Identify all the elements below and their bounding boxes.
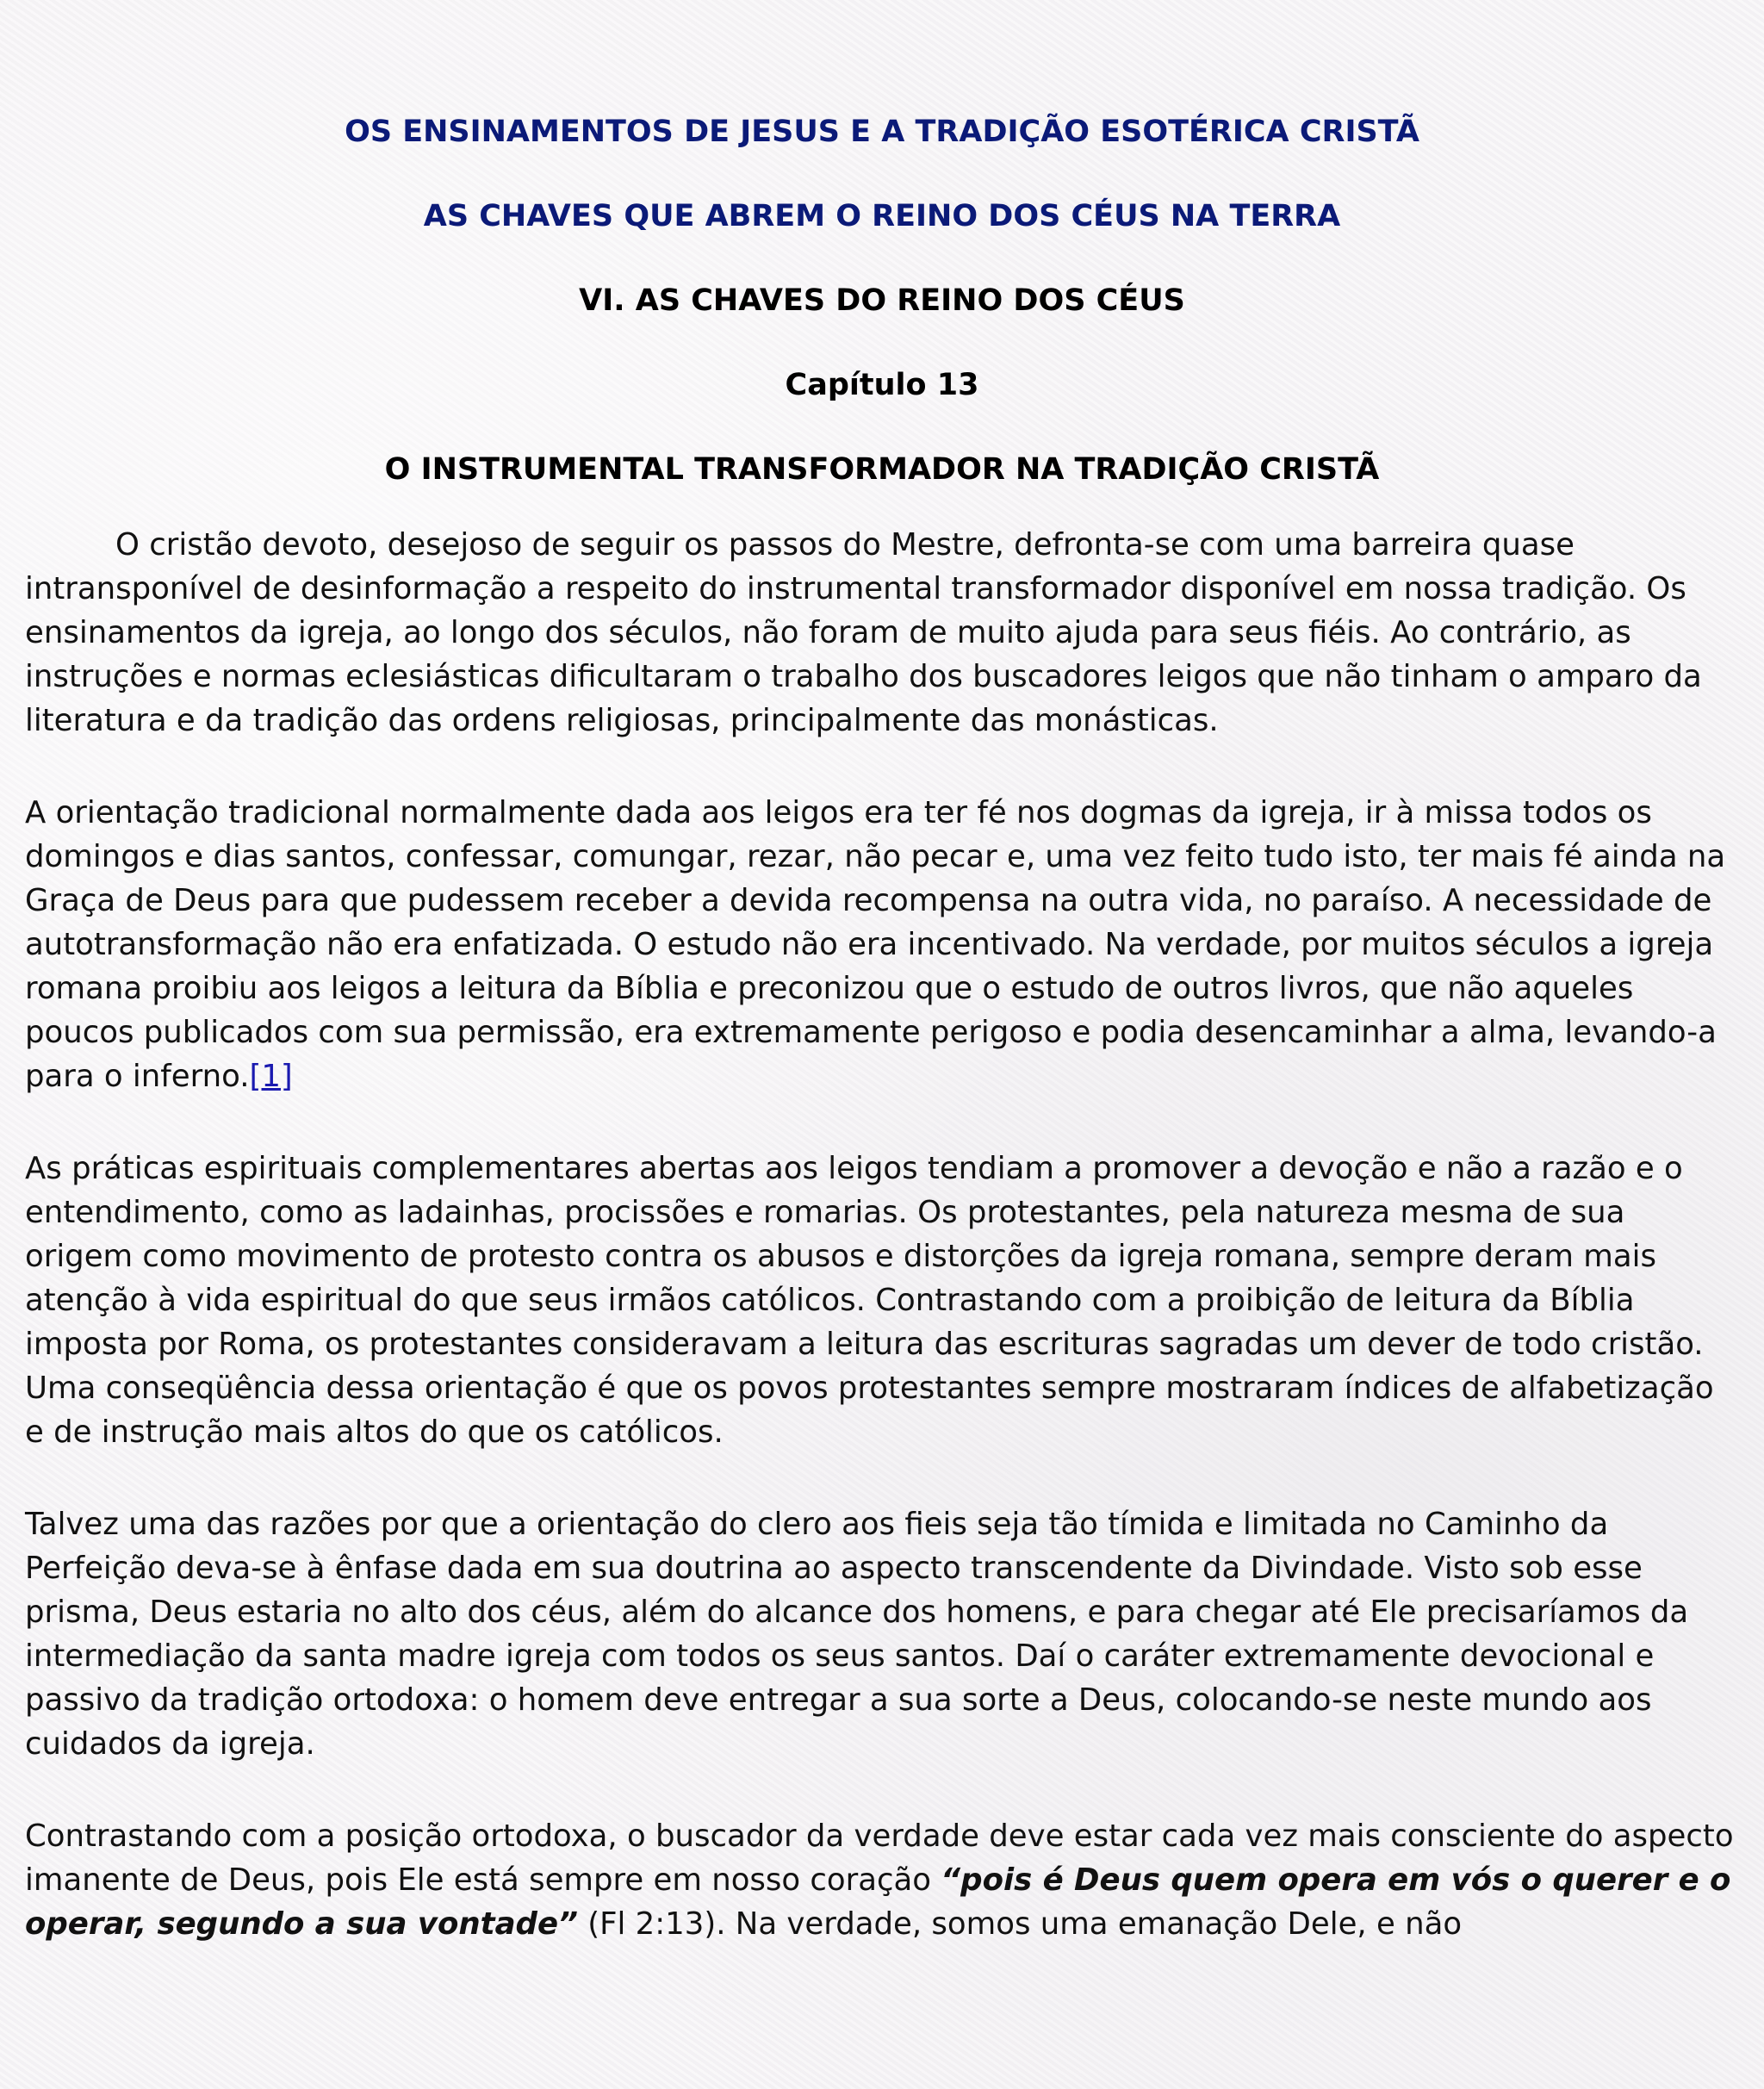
- series-title: OS ENSINAMENTOS DE JESUS E A TRADIÇÃO ESOTÉRICA CRISTÃ: [345, 115, 1419, 149]
- chapter-number: Capítulo 13: [785, 368, 979, 402]
- scripture-quote: pois é Deus quem opera em vós o querer e o operar, segundo a sua vontade: [25, 1862, 1731, 1942]
- chapter-title: O INSTRUMENTAL TRANSFORMADOR NA TRADIÇÃO CRISTÃ: [384, 452, 1380, 487]
- paragraph-5-close-quote: ”: [558, 1906, 578, 1942]
- book-title: AS CHAVES QUE ABREM O REINO DOS CÉUS NA TERRA: [423, 199, 1341, 233]
- part-title: VI. AS CHAVES DO REINO DOS CÉUS: [579, 283, 1185, 318]
- paragraph-1: [25, 523, 1739, 743]
- paragraph-2-text: A orientação tradicional normalmente dada aos leigos era ter fé nos dogmas da igreja, ir à missa todos os domingos e dias santos, confessar, comungar, rezar, não pecar e, uma vez feito tudo isto, ter mais fé ainda na Graça de Deus para que pudessem receber a devida recompensa na outra vida, no paraíso. A necessidade de autotransformação não era enfatizada. O estudo não era incentivado. Na verdade, por muitos séculos a igreja romana proibiu aos leigos a leitura da Bíblia e preconizou que o estudo de outros livros, que não aqueles poucos publicados com sua permissão, era extremamente perigoso e podia desencaminhar a alma, levando-a para o inferno.: [25, 795, 1726, 1094]
- paragraph-4-text: Talvez uma das razões por que a orientação do clero aos fieis seja tão tímida e limitada no Caminho da Perfeição deva-se à ênfase dada em sua doutrina ao aspecto transcendente da Divindade. Visto sob esse prisma, Deus estaria no alto dos céus, além do alcance dos homens, e para chegar até Ele precisaríamos da intermediação da santa madre igreja com todos os seus santos. Daí o caráter extremamente devocional e passivo da tradição ortodoxa: o homem deve entregar a sua sorte a Deus, colocando-se neste mundo aos cuidados da igreja.: [25, 1507, 1689, 1762]
- footnote-link-1[interactable]: [1]: [249, 1059, 293, 1094]
- paragraph-5-end: (Fl 2:13). Na verdade, somos uma emanação Dele, e não: [577, 1906, 1463, 1942]
- paragraph-4: [25, 1502, 1739, 1766]
- paragraph-5-start: Contrastando com a posição ortodoxa, o buscador da verdade deve estar cada vez mais consciente do aspecto imanente de Deus, pois Ele está sempre em nosso coração: [25, 1819, 1734, 1898]
- paragraph-2: [25, 791, 1739, 1098]
- document-page: [25, 0, 1739, 1946]
- paragraph-3: [25, 1147, 1739, 1454]
- paragraph-5: [25, 1814, 1739, 1946]
- paragraph-3-text: As práticas espirituais complementares abertas aos leigos tendiam a promover a devoção e não a razão e o entendimento, como as ladainhas, procissões e romarias. Os protestantes, pela natureza mesma de sua origem como movimento de protesto contra os abusos e distorções da igreja romana, sempre deram mais atenção à vida espiritual do que seus irmãos católicos. Contrastando com a proibição de leitura da Bíblia imposta por Roma, os protestantes consideravam a leitura das escrituras sagradas um dever de todo cristão. Uma conseqüência dessa orientação é que os povos protestantes sempre mostraram índices de alfabetização e de instrução mais altos do que os católicos.: [25, 1151, 1714, 1450]
- paragraph-1-text: O cristão devoto, desejoso de seguir os passos do Mestre, defronta-se com uma barreira quase intransponível de desinformação a respeito do instrumental transformador disponível em nossa tradição. Os ensinamentos da igreja, ao longo dos séculos, não foram de muito ajuda para seus fiéis. Ao contrário, as instruções e normas eclesiásticas dificultaram o trabalho dos buscadores leigos que não tinham o amparo da literatura e da tradição das ordens religiosas, principalmente das monásticas.: [25, 527, 1702, 738]
- paragraph-5-open-quote: “: [941, 1862, 961, 1898]
